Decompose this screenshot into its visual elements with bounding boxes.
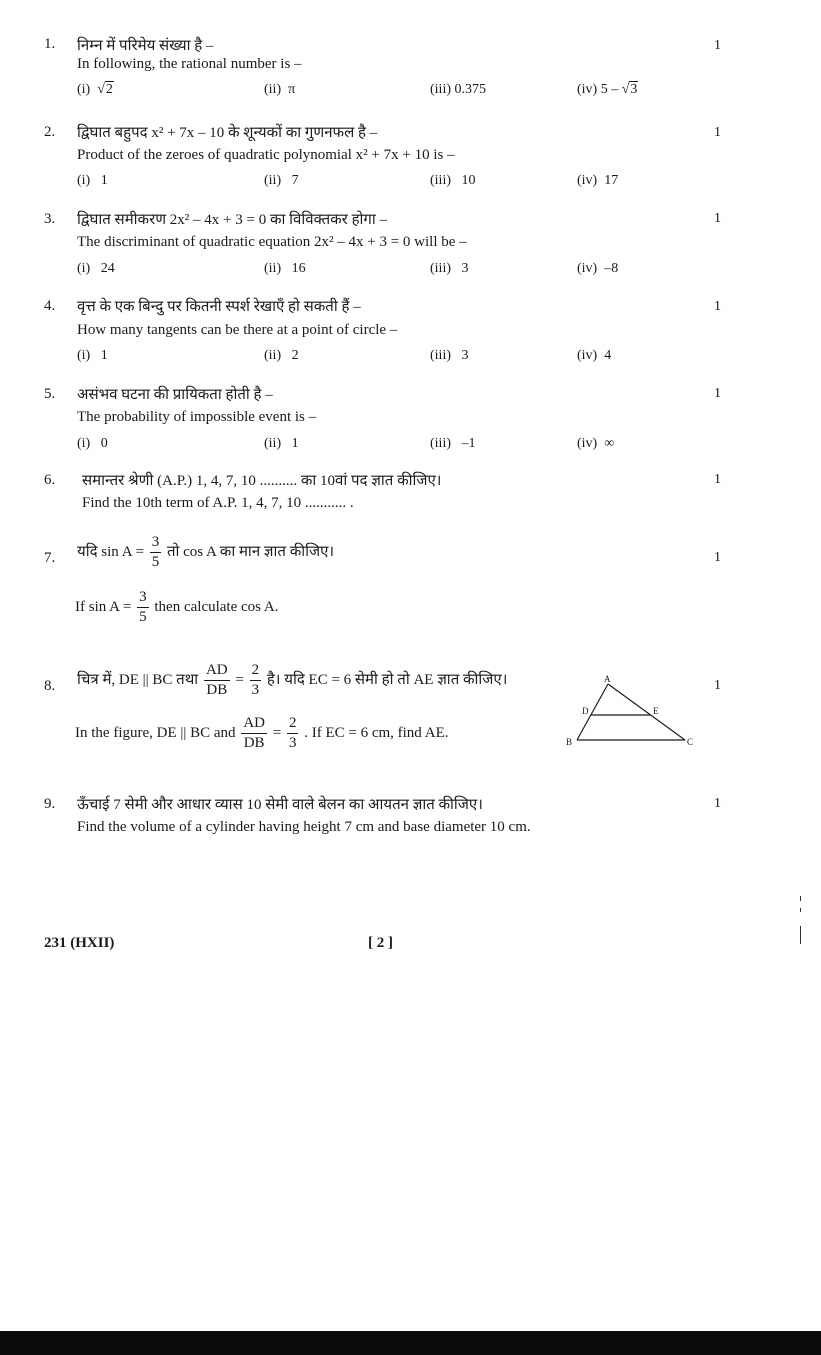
question-marks: 1	[714, 211, 721, 226]
option-1: (i) 24	[77, 261, 115, 276]
option-4: (iv) ∞	[577, 436, 615, 451]
question-text-hindi: निम्न में परिमेय संख्या है –	[77, 38, 214, 54]
option-1: (i) √2	[77, 82, 113, 97]
option-1: (i) 1	[77, 348, 108, 363]
question-text-hindi: चित्र में, DE || BC तथा $\frac{AD}{DB}$ = $\frac{2}{3}$ है। यदि EC = 6 सेमी हो तो AE ज्ञात कीजिए।	[77, 662, 508, 698]
question-text-hindi: द्विघात बहुपद x² + 7x – 10 के शून्यकों का गुणनफल है –	[77, 125, 378, 141]
option-4: (iv) 4	[577, 348, 612, 363]
paper-code: 231 (HXII)	[44, 935, 115, 951]
vertex-d-label: D	[582, 706, 589, 716]
option-2: (ii) 7	[264, 173, 299, 188]
scan-mark	[800, 926, 801, 944]
question-text-hindi: यदि sin A = $\frac{3}{5}$ तो cos A का मान ज्ञात कीजिए।	[77, 534, 335, 570]
question-number: 6.	[44, 472, 56, 488]
question-marks: 1	[714, 550, 721, 565]
option-3: (iii) 0.375	[430, 82, 486, 97]
vertex-a-label: A	[604, 674, 611, 684]
vertex-c-label: C	[687, 737, 694, 747]
question-text-english: How many tangents can be there at a point of circle –	[77, 322, 398, 338]
question-text-english: In the figure, DE || BC and $\frac{AD}{DB}$ = $\frac{2}{3}$ . If EC = 6 cm, find AE.	[75, 715, 449, 751]
question-text-hindi: असंभव घटना की प्रायिकता होती है –	[77, 387, 273, 403]
question-number: 9.	[44, 796, 56, 812]
question-text-hindi: ऊँचाई 7 सेमी और आधार व्यास 10 सेमी वाले बेलन का आयतन ज्ञात कीजिए।	[77, 797, 483, 813]
question-marks: 1	[714, 796, 721, 811]
option-2: (ii) π	[264, 82, 296, 97]
vertex-e-label: E	[653, 706, 659, 716]
question-marks: 1	[714, 125, 721, 140]
question-marks: 1	[714, 299, 721, 314]
option-2: (ii) 1	[264, 436, 299, 451]
option-1: (i) 1	[77, 173, 108, 188]
side-ac	[608, 684, 685, 740]
option-4: (iv) 17	[577, 173, 619, 188]
triangle-figure	[560, 672, 700, 752]
question-text-english: Find the volume of a cylinder having height 7 cm and base diameter 10 cm.	[77, 819, 531, 835]
question-text-english: The probability of impossible event is –	[77, 409, 317, 425]
option-3: (iii) 3	[430, 261, 469, 276]
option-2: (ii) 2	[264, 348, 299, 363]
option-3: (iii) 10	[430, 173, 476, 188]
question-text-english: The discriminant of quadratic equation 2x² – 4x + 3 = 0 will be –	[77, 234, 467, 250]
option-2: (ii) 16	[264, 261, 306, 276]
vertex-b-label: B	[566, 737, 573, 747]
question-text-hindi: द्विघात समीकरण 2x² – 4x + 3 = 0 का विविक्तकर होगा –	[77, 212, 388, 228]
question-marks: 1	[714, 472, 721, 487]
option-4: (iv) 5 – √3	[577, 82, 638, 97]
question-text-hindi: समान्तर श्रेणी (A.P.) 1, 4, 7, 10 .......... का 10वां पद ज्ञात कीजिए।	[82, 473, 442, 489]
question-text-english: If sin A = $\frac{3}{5}$ then calculate cos A.	[75, 589, 279, 625]
question-number: 2.	[44, 124, 56, 140]
question-number: 4.	[44, 298, 56, 314]
scan-border	[0, 1331, 821, 1355]
question-text-english: Product of the zeroes of quadratic polynomial x² + 7x + 10 is –	[77, 147, 455, 163]
question-marks: 1	[714, 38, 721, 53]
question-number: 8.	[44, 678, 56, 694]
question-text-hindi: वृत्त के एक बिन्दु पर कितनी स्पर्श रेखाएँ हो सकती हैं –	[77, 299, 361, 315]
scan-mark	[800, 908, 801, 912]
question-number: 3.	[44, 211, 56, 227]
option-3: (iii) 3	[430, 348, 469, 363]
question-number: 1.	[44, 36, 56, 52]
question-number: 5.	[44, 386, 56, 402]
question-text-english: Find the 10th term of A.P. 1, 4, 7, 10 ........... .	[82, 495, 354, 511]
question-text-english: In following, the rational number is –	[77, 56, 302, 72]
option-1: (i) 0	[77, 436, 108, 451]
question-number: 7.	[44, 550, 56, 566]
option-3: (iii) –1	[430, 436, 476, 451]
question-marks: 1	[714, 678, 721, 693]
scan-mark	[800, 896, 801, 901]
question-marks: 1	[714, 386, 721, 401]
option-4: (iv) –8	[577, 261, 619, 276]
page-number: [ 2 ]	[368, 935, 393, 951]
